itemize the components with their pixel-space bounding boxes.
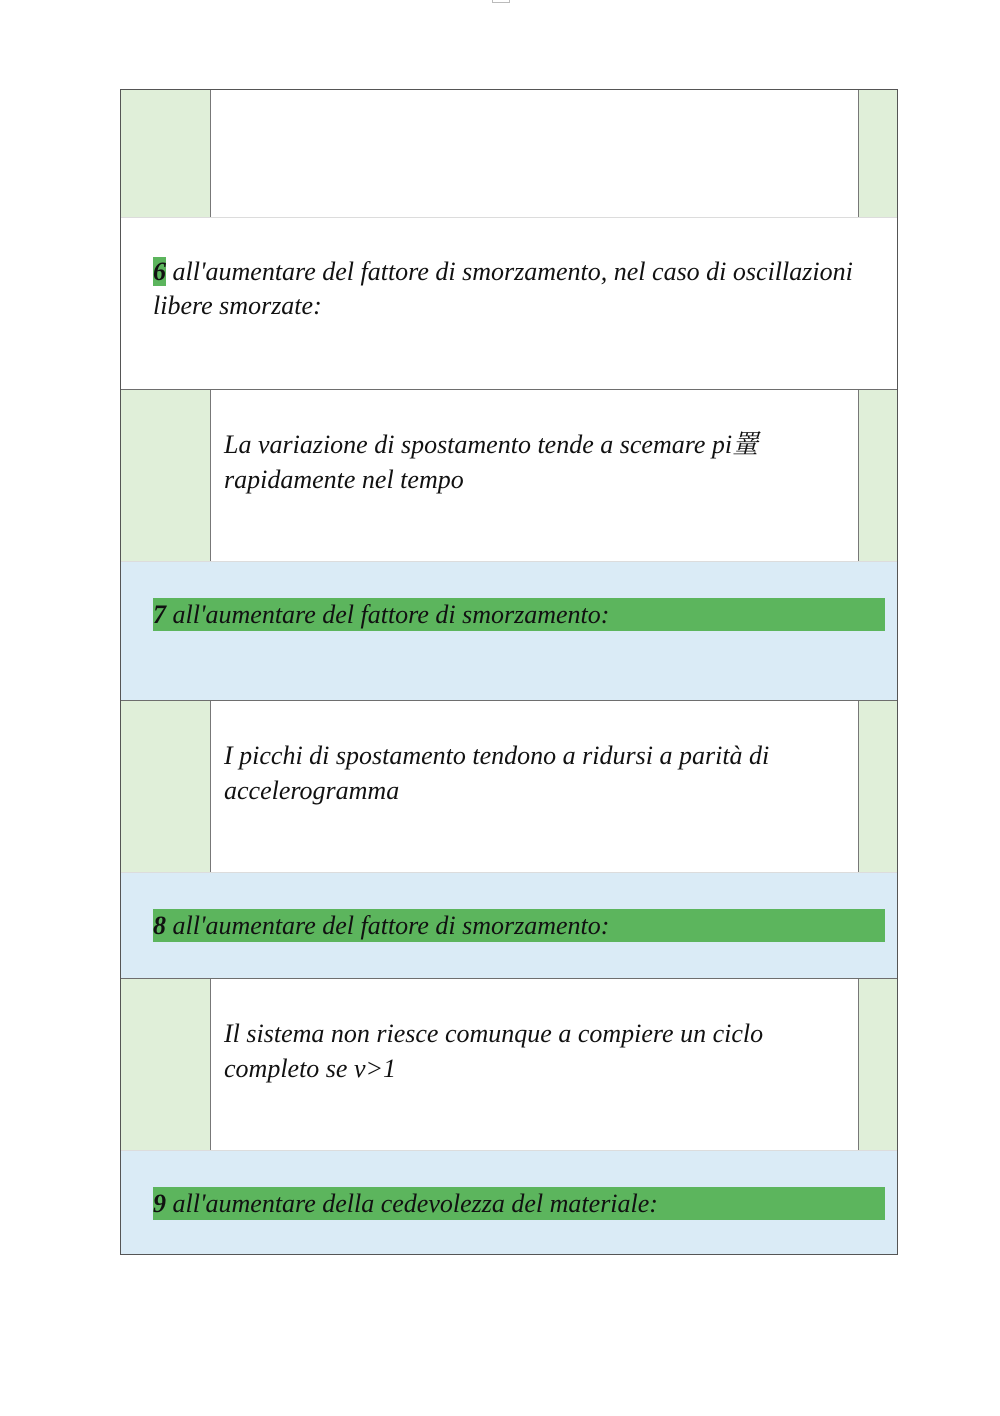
- question-number: 8: [153, 911, 166, 940]
- question-highlight: [153, 1187, 885, 1220]
- question-row: [121, 1150, 897, 1254]
- question-number: 7: [153, 600, 166, 629]
- question-text: [153, 1187, 885, 1220]
- answer-cell: [210, 979, 859, 1150]
- question-label: all'aumentare del fattore di smorzamento:: [172, 600, 610, 629]
- question-highlight: [153, 909, 885, 942]
- answer-cell: [210, 390, 859, 561]
- answer-row: [121, 700, 897, 872]
- page-header-mark: [492, 0, 510, 3]
- question-text: [153, 909, 885, 942]
- answer-row: [121, 978, 897, 1150]
- question-label: all'aumentare della cedevolezza del materiale:: [172, 1189, 658, 1218]
- answer-cell: [210, 90, 859, 217]
- answer-cell: [210, 701, 859, 872]
- answer-row: [121, 90, 897, 217]
- question-number: 6: [153, 257, 166, 286]
- question-highlight: [153, 598, 885, 631]
- question-number: 9: [153, 1189, 166, 1218]
- answer-text: I picchi di spostamento tendono a ridursi a parità di accelerogramma: [224, 741, 770, 805]
- question-row: [121, 217, 897, 389]
- answer-text: Il sistema non riesce comunque a compiere un ciclo completo se v>1: [224, 1019, 764, 1083]
- question-row: [121, 872, 897, 978]
- question-label: all'aumentare del fattore di smorzamento, nel caso di oscillazioni libere smorzate:: [153, 257, 853, 320]
- question-row: [121, 561, 897, 700]
- question-text: [153, 598, 885, 631]
- answer-row: [121, 389, 897, 561]
- answer-text: La variazione di spostamento tende a scemare pi罿rapidamente nel tempo: [224, 430, 759, 494]
- question-text: [153, 255, 885, 323]
- question-label: all'aumentare del fattore di smorzamento:: [172, 911, 610, 940]
- quiz-sheet: [120, 89, 898, 1255]
